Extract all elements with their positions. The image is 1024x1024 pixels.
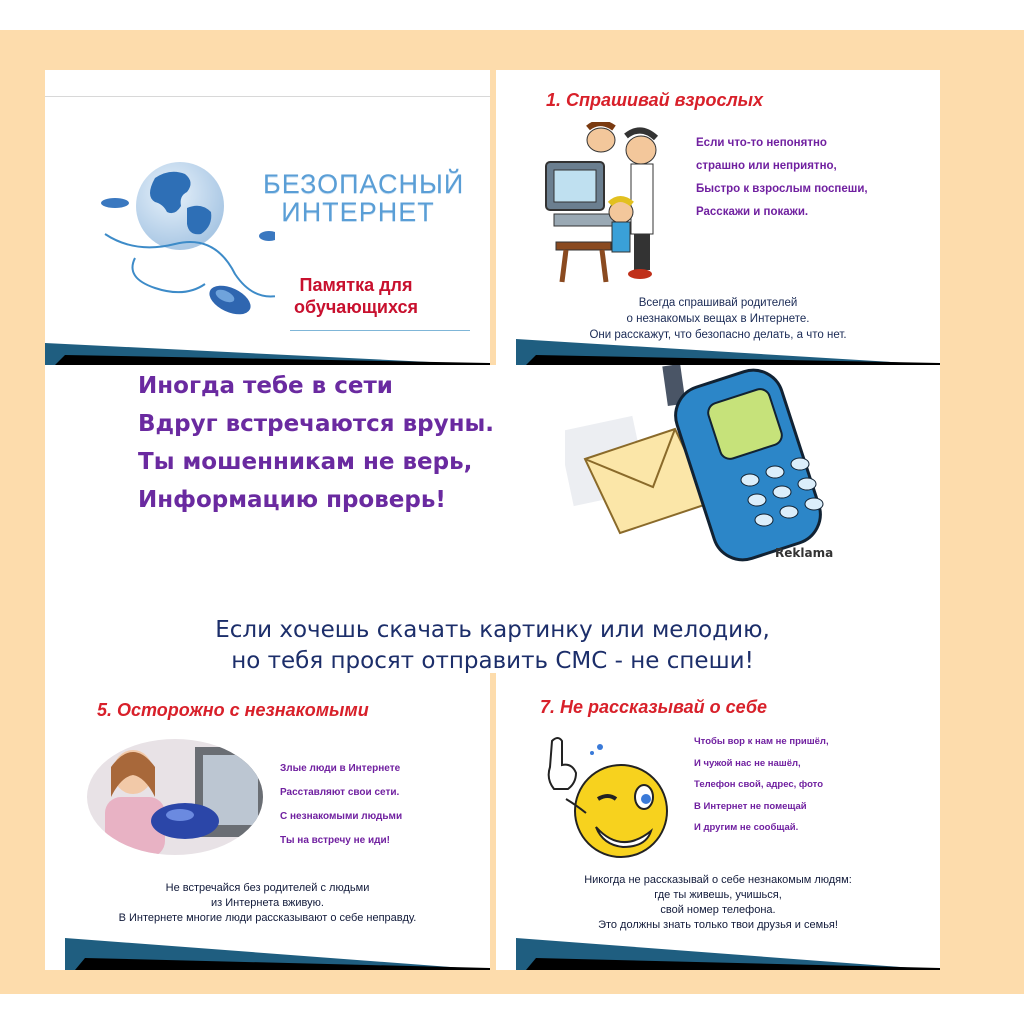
slide-poem: Иногда тебе в сети Вдруг встречаются вруны. Ты мошенникам не верь, Информацию проверь! xyxy=(138,373,495,513)
slide-heading: 5. Осторожно с незнакомыми xyxy=(97,700,369,720)
slide-safe-internet-title xyxy=(45,70,490,365)
girl-computer-icon xyxy=(85,737,265,857)
slide-heading: 7. Не рассказывай о себе xyxy=(540,697,767,717)
slide-poem: Если что-то непонятно страшно или неприятно, Быстро к взрослым поспеши, Расскажи и покажи. xyxy=(696,137,868,218)
slide-heading: 1. Спрашивай взрослых xyxy=(546,90,764,110)
slide-footer-wedge xyxy=(496,329,940,365)
slide-note: Никогда не рассказывай о себе незнакомым людям: где ты живешь, учишься, свой номер телефона. Это должны знать только твои друзья и семья! xyxy=(584,874,852,931)
phone-envelope-icon xyxy=(565,365,845,565)
slide-note: Если хочешь скачать картинку или мелодию, но тебя просят отправить СМС - не спеши! xyxy=(215,617,770,673)
family-computer-icon xyxy=(536,122,686,287)
slide-footer-wedge xyxy=(45,329,490,365)
slide-title: БЕЗОПАСНЫЙ ИНТЕРНЕТ xyxy=(263,169,465,227)
slide-ask-adults xyxy=(496,70,940,365)
slide-note: Не встречайся без родителей с людьми из Интернета вживую. В Интернете многие люди рассказывают о себе неправду. xyxy=(118,882,417,924)
logo-text: Reklama xyxy=(775,546,834,560)
winking-smiley-icon xyxy=(536,729,676,869)
slide-footer-wedge xyxy=(45,934,490,970)
globe-mouse-icon xyxy=(75,148,275,328)
divider xyxy=(45,96,490,97)
slide-subtitle: Памятка для обучающихся xyxy=(293,275,419,317)
slide-liars-online xyxy=(45,365,940,673)
slide-note: Всегда спрашивай родителей о незнакомых вещах в Интернете. Они расскажут, что безопасно делать, а что нет. xyxy=(589,297,847,341)
slide-poem: Злые люди в Интернете Расставляют свои сети. С незнакомыми людьми Ты на встречу не иди! xyxy=(280,763,403,846)
slide-strangers xyxy=(45,673,490,970)
slide-dont-tell xyxy=(496,673,940,970)
slide-poem: Чтобы вор к нам не пришёл, И чужой нас не нашёл, Телефон свой, адрес, фото В Интернет не помещай И другим не сообщай. xyxy=(694,736,829,833)
slide-footer-wedge xyxy=(496,934,940,970)
